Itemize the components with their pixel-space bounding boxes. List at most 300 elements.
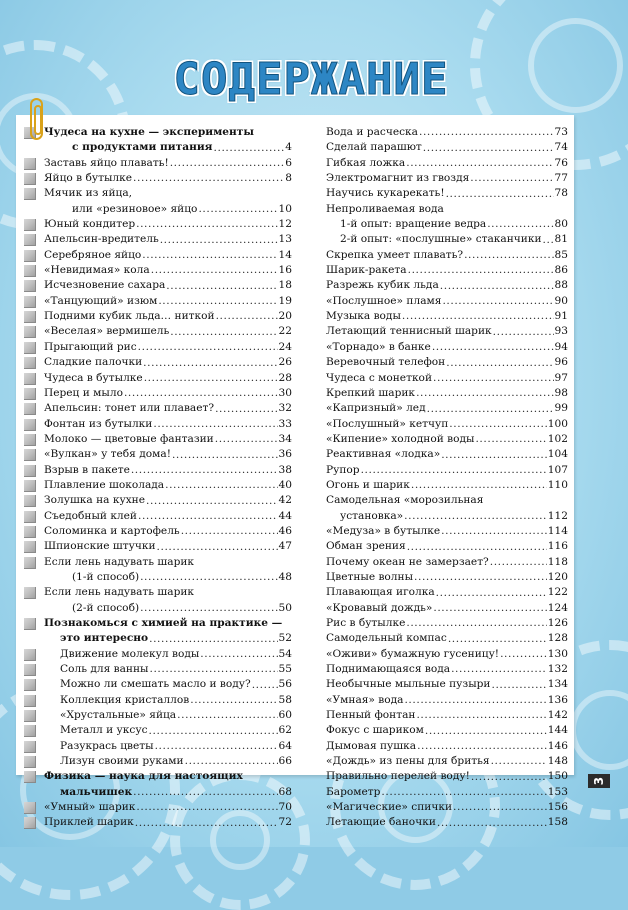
dot-leader (500, 647, 547, 662)
toc-entry (326, 278, 568, 293)
toc-entry (326, 585, 568, 600)
toc-entry (326, 417, 568, 432)
dot-leader (491, 754, 547, 769)
toc-entry-title: «Веселая» вермишель (44, 325, 170, 338)
dot-leader (425, 723, 547, 738)
dot-leader (441, 524, 547, 539)
toc-entry-page: 122 (547, 586, 568, 599)
dot-leader (185, 754, 278, 769)
toc-entry-page: 134 (547, 678, 568, 691)
dot-leader (441, 447, 547, 462)
toc-entry-page: 55 (278, 663, 292, 676)
toc-entry-title: Почему океан не замерзает? (326, 555, 489, 568)
dot-leader (140, 601, 277, 616)
toc-entry-page: 148 (547, 755, 568, 768)
toc-entry-title: Золушка на кухне (44, 494, 145, 507)
toc-entry-page: 32 (278, 402, 292, 415)
toc-entry-title: Молоко — цветовые фантазии (44, 432, 214, 445)
toc-entry-page: 12 (278, 218, 292, 231)
toc-entry (24, 662, 292, 677)
toc-entry-title: «Кровавый дождь» (326, 601, 433, 614)
toc-entry-title: это интересно (60, 632, 149, 645)
toc-entry-page: 96 (554, 356, 568, 369)
toc-entry-page: 114 (547, 524, 568, 537)
toc-entry (326, 294, 568, 309)
toc-entry-title: Мячик из яйца, (44, 187, 133, 200)
toc-entry-page: 102 (547, 432, 568, 445)
toc-entry (326, 647, 568, 662)
toc-entry-title: «Невидимая» кола (44, 264, 150, 277)
toc-entry-title: «Послушный» кетчуп (326, 417, 449, 430)
toc-entry (24, 585, 292, 600)
toc-entry-page: 22 (278, 325, 292, 338)
toc-entry (326, 739, 568, 754)
toc-entry (326, 355, 568, 370)
dot-leader (170, 324, 277, 339)
toc-entry-title: Самодельный компас (326, 632, 447, 645)
toc-entry-title: Плавление шоколада (44, 478, 165, 491)
toc-entry-page: 68 (278, 785, 292, 798)
toc-entry (326, 800, 568, 815)
toc-entry (24, 386, 292, 401)
toc-entry (24, 631, 292, 646)
toc-entry-title: «Дождь» из пены для бритья (326, 755, 490, 768)
toc-entry-title: Шпионские штучки (44, 540, 156, 553)
toc-entry-title: мальчишек (60, 785, 133, 798)
toc-entry (326, 386, 568, 401)
toc-entry-page: 10 (278, 202, 292, 215)
dot-leader (433, 371, 554, 386)
toc-entry-page: 19 (278, 294, 292, 307)
toc-entry (326, 769, 568, 784)
toc-entry-title: Металл и уксус (60, 724, 148, 737)
toc-entry (24, 309, 292, 324)
dot-leader (446, 355, 553, 370)
toc-entry-page: 6 (285, 156, 292, 169)
toc-entry-title: (1-й способ) (72, 570, 140, 583)
toc-entry-title: Самодельная «морозильная (326, 494, 484, 507)
toc-entry-page: 73 (554, 126, 568, 138)
dot-leader (470, 171, 553, 186)
dot-leader (136, 800, 277, 815)
toc-entry-title: Шарик-ракета (326, 264, 407, 277)
toc-entry-page: 46 (278, 524, 292, 537)
toc-entry-title: «Оживи» бумажную гусеницу! (326, 647, 500, 660)
toc-entry (24, 677, 292, 692)
toc-entry (326, 125, 568, 140)
toc-entry-page: 146 (547, 739, 568, 752)
toc-entry-title: установка» (340, 509, 404, 522)
dot-leader (133, 785, 277, 800)
toc-entry-title: или «резиновое» яйцо (72, 202, 198, 215)
toc-entry (326, 432, 568, 447)
toc-entry-page: 93 (554, 325, 568, 338)
page-number: 3 (588, 774, 610, 788)
toc-entry-title: Перец и мыло (44, 386, 123, 399)
toc-entry (24, 432, 292, 447)
toc-entry-title: Вода и расческа (326, 126, 418, 138)
dot-leader (190, 693, 277, 708)
dot-leader (432, 340, 554, 355)
dot-leader (490, 555, 547, 570)
toc-entry-page: 54 (278, 647, 292, 660)
dot-leader (449, 417, 546, 432)
dot-leader (157, 539, 278, 554)
toc-entry-title: Необычные мыльные пузыри (326, 678, 491, 691)
toc-entry (24, 202, 292, 217)
dot-leader (138, 340, 278, 355)
toc-entry-page: 91 (554, 310, 568, 323)
dot-leader (464, 248, 553, 263)
toc-entry (326, 616, 568, 631)
toc-entry-title: Скрепка умеет плавать? (326, 248, 464, 261)
dot-leader (543, 232, 554, 247)
dot-leader (149, 723, 278, 738)
toc-entry-title: Непроливаемая вода (326, 202, 444, 215)
toc-entry-title: Барометр (326, 785, 381, 798)
toc-entry-title: Веревочный телефон (326, 356, 446, 369)
toc-entry-page: 94 (554, 340, 568, 353)
toc-entry (326, 263, 568, 278)
toc-entry-page: 130 (547, 647, 568, 660)
toc-entry-page: 52 (278, 632, 292, 645)
toc-entry-page: 77 (554, 172, 568, 185)
toc-entry-page: 158 (547, 816, 568, 829)
toc-entry (24, 493, 292, 508)
dot-leader (153, 417, 277, 432)
toc-entry-title: Цветные волны (326, 570, 414, 583)
dot-leader (491, 677, 546, 692)
toc-entry-title: Можно ли смешать масло и воду? (60, 678, 251, 691)
toc-entry-title: Апельсин: тонет или плавает? (44, 402, 215, 415)
toc-entry-page: 47 (278, 540, 292, 553)
dot-leader (407, 539, 547, 554)
toc-entry (24, 769, 292, 784)
toc-entry (326, 723, 568, 738)
dot-leader (216, 309, 278, 324)
dot-leader (177, 708, 277, 723)
toc-entry-title: Фокус с шариком (326, 724, 424, 737)
toc-entry-title: Плавающая иголка (326, 586, 435, 599)
toc-entry (326, 524, 568, 539)
toc-entry (326, 309, 568, 324)
dot-leader (215, 432, 278, 447)
dot-leader (404, 509, 547, 524)
toc-entry-title: Сладкие палочки (44, 356, 143, 369)
toc-entry-page: 40 (278, 478, 292, 491)
toc-entry-page: 74 (554, 141, 568, 154)
toc-entry-page: 33 (278, 417, 292, 430)
toc-entry (326, 601, 568, 616)
toc-entry-title: «Медуза» в бутылке (326, 524, 441, 537)
toc-entry-page: 18 (278, 279, 292, 292)
toc-entry (24, 555, 292, 570)
toc-entry (24, 723, 292, 738)
dot-leader (215, 401, 277, 416)
toc-entry (24, 524, 292, 539)
toc-entry-page: 60 (278, 709, 292, 722)
toc-entry-title: «Хрустальные» яйца (60, 709, 177, 722)
toc-entry-title: Физика — наука для настоящих (44, 770, 243, 783)
toc-entry-page: 36 (278, 448, 292, 461)
dot-leader (471, 769, 547, 784)
toc-entry-title: Исчезновение сахара (44, 279, 166, 292)
toc-entry-title: Пенный фонтан (326, 709, 416, 722)
toc-entry-title: Соломинка и картофель (44, 524, 180, 537)
toc-entry-title: Научись кукарекать! (326, 187, 445, 200)
dot-leader (423, 140, 554, 155)
dot-leader (404, 693, 546, 708)
toc-entry-page: 118 (547, 555, 568, 568)
toc-entry (326, 248, 568, 263)
toc-entry (326, 493, 568, 508)
toc-entry-page: 100 (547, 417, 568, 430)
toc-entry-title: Правильно перелей воду! (326, 770, 470, 783)
toc-entry-page: 8 (285, 172, 292, 185)
toc-entry-page: 72 (278, 816, 292, 829)
toc-entry-page: 97 (554, 371, 568, 384)
toc-entry-title: «Вулкан» у тебя дома! (44, 448, 171, 461)
toc-entry-title: Рис в бутылке (326, 617, 406, 629)
toc-entry-title: Движение молекул воды (60, 647, 200, 660)
dot-leader (142, 248, 277, 263)
toc-entry (24, 294, 292, 309)
toc-entry-title: Лизун своими руками (60, 755, 184, 768)
toc-entry (24, 601, 292, 616)
toc-entry-page: 64 (278, 739, 292, 752)
toc-entry-page: 144 (547, 724, 568, 737)
toc-entry (326, 570, 568, 585)
toc-entry (326, 340, 568, 355)
toc-entry (326, 217, 568, 232)
toc-right-column (326, 125, 568, 831)
dot-leader (453, 800, 547, 815)
toc-entry-page: 81 (554, 233, 568, 246)
toc-entry-page: 13 (278, 233, 292, 246)
dot-leader (406, 156, 553, 171)
dot-leader (158, 294, 277, 309)
toc-entry-page: 120 (547, 570, 568, 583)
toc-entry-page: 90 (554, 294, 568, 307)
toc-entry (24, 570, 292, 585)
toc-entry-page: 28 (278, 371, 292, 384)
dot-leader (200, 647, 277, 662)
toc-entry (24, 815, 292, 830)
toc-entry-page: 38 (278, 463, 292, 476)
toc-entry (24, 125, 292, 140)
toc-entry-title: Взрыв в пакете (44, 463, 130, 476)
dot-leader (361, 463, 547, 478)
toc-entry-page: 150 (547, 770, 568, 783)
toc-entry-title: Обман зрения (326, 540, 406, 553)
toc-entry (326, 171, 568, 186)
page-title-text: СОДЕРЖАНИЕ (173, 54, 449, 105)
dot-leader (133, 171, 284, 186)
toc-entry-title: Музыка воды (326, 310, 401, 323)
toc-entry-title: Крепкий шарик (326, 386, 416, 399)
dot-leader (448, 631, 547, 646)
toc-entry-page: 62 (278, 724, 292, 737)
dot-leader (417, 739, 547, 754)
toc-entry-title: Приклей шарик (44, 816, 134, 829)
dot-leader (411, 478, 547, 493)
toc-entry-title: Юный кондитер (44, 218, 136, 231)
dot-leader (181, 524, 278, 539)
dot-leader (252, 677, 278, 692)
toc-entry-page: 107 (547, 463, 568, 476)
toc-entry-title: с продуктами питания (72, 141, 213, 154)
dot-leader (416, 708, 546, 723)
toc-entry-title: «Умный» шарик (44, 801, 136, 814)
dot-leader (150, 662, 278, 677)
toc-entry (24, 340, 292, 355)
toc-entry (326, 662, 568, 677)
toc-entry (24, 647, 292, 662)
toc-entry (326, 202, 568, 217)
toc-entry-title: Подними кубик льда… ниткой (44, 310, 215, 323)
toc-entry-title: Дымовая пушка (326, 739, 417, 752)
toc-entry (326, 815, 568, 830)
toc-entry-page: 42 (278, 494, 292, 507)
dot-leader (136, 217, 277, 232)
dot-leader (166, 278, 277, 293)
toc-entry-page: 66 (278, 755, 292, 768)
toc-entry-title: «Магические» спички (326, 801, 453, 814)
toc-entry-title: Разукрась цветы (60, 739, 154, 752)
toc-entry-title: «Капризный» лед (326, 402, 426, 415)
toc-entry-title: Сделай парашют (326, 141, 422, 154)
toc-entry-title: Соль для ванны (60, 663, 149, 676)
page-title (158, 54, 464, 106)
dot-leader (493, 324, 554, 339)
toc-entry (24, 539, 292, 554)
dot-leader (172, 447, 278, 462)
dot-leader (214, 140, 285, 155)
toc-entry-title: Апельсин-вредитель (44, 233, 159, 246)
toc-entry-title: Поднимающаяся вода (326, 663, 451, 676)
toc-entry-title: «Послушное» пламя (326, 294, 442, 307)
toc-entry-title: Прыгающий рис (44, 340, 137, 353)
dot-leader (138, 509, 278, 524)
toc-entry (24, 232, 292, 247)
toc-entry-title: «Умная» вода (326, 693, 404, 706)
toc-entry (326, 631, 568, 646)
toc-entry (24, 355, 292, 370)
toc-entry-page: 128 (547, 632, 568, 645)
toc-entry (24, 739, 292, 754)
dot-leader (381, 785, 546, 800)
toc-entry-page: 98 (554, 386, 568, 399)
toc-entry (326, 371, 568, 386)
toc-entry-page: 48 (278, 570, 292, 583)
toc-entry-page: 16 (278, 264, 292, 277)
toc-entry (24, 217, 292, 232)
toc-entry-page: 14 (278, 248, 292, 261)
toc-entry (326, 693, 568, 708)
paperclip-icon (30, 98, 43, 140)
toc-entry-page: 50 (278, 601, 292, 614)
toc-left-column (24, 125, 292, 831)
toc-entry-title: Чудеса с монеткой (326, 371, 432, 384)
toc-entry (24, 708, 292, 723)
toc-entry (326, 401, 568, 416)
toc-entry-page: 88 (554, 279, 568, 292)
toc-entry-title: 1-й опыт: вращение ведра (340, 218, 487, 231)
toc-entry-page: 153 (547, 785, 568, 798)
toc-entry-page: 132 (547, 663, 568, 676)
dot-leader (442, 294, 553, 309)
dot-leader (433, 601, 546, 616)
toc-entry-page: 104 (547, 448, 568, 461)
toc-entry-title: Реактивная «лодка» (326, 448, 441, 461)
dot-leader (440, 278, 554, 293)
toc-entry-page: 76 (554, 156, 568, 169)
toc-entry-title: Коллекция кристаллов (60, 693, 190, 706)
toc-entry (326, 785, 568, 800)
toc-entry-title: 2-й опыт: «послушные» стаканчики (340, 233, 542, 246)
dot-leader (437, 815, 547, 830)
dot-leader (446, 186, 554, 201)
toc-entry (24, 263, 292, 278)
toc-entry-page: 4 (285, 141, 292, 154)
toc-entry-page: 110 (547, 478, 568, 491)
toc-entry (326, 232, 568, 247)
toc-entry (24, 156, 292, 171)
dot-leader (419, 125, 554, 140)
toc-entry (326, 555, 568, 570)
toc-entry (24, 616, 292, 631)
dot-leader (402, 309, 554, 324)
dot-leader (198, 202, 277, 217)
dot-leader (143, 355, 277, 370)
toc-entry (24, 324, 292, 339)
toc-entry-page: 86 (554, 264, 568, 277)
toc-entry-page: 34 (278, 432, 292, 445)
toc-entry (326, 708, 568, 723)
toc-entry-page: 70 (278, 801, 292, 814)
toc-entry (326, 447, 568, 462)
toc-entry (326, 156, 568, 171)
toc-entry-page: 26 (278, 356, 292, 369)
toc-entry-title: Электромагнит из гвоздя (326, 172, 470, 185)
toc-entry-page: 58 (278, 693, 292, 706)
toc-entry-page: 156 (547, 801, 568, 814)
dot-leader (144, 371, 278, 386)
dot-leader (406, 616, 546, 631)
toc-entry-page: 126 (547, 617, 568, 629)
toc-entry-page: 44 (278, 509, 292, 522)
toc-entry (24, 140, 292, 155)
toc-entry-title: Яйцо в бутылке (44, 172, 133, 185)
toc-entry-page: 124 (547, 601, 568, 614)
toc-entry-page: 99 (554, 402, 568, 415)
dot-leader (416, 386, 553, 401)
toc-entry (24, 248, 292, 263)
toc-entry (24, 800, 292, 815)
toc-entry-page: 112 (547, 509, 568, 522)
toc-entry-title: (2-й способ) (72, 601, 140, 614)
toc-entry-title: Серебряное яйцо (44, 248, 142, 261)
toc-entry-page: 85 (554, 248, 568, 261)
toc-entry (326, 324, 568, 339)
toc-entry (326, 539, 568, 554)
toc-entry (24, 447, 292, 462)
toc-entry-title: Чудеса на кухне — эксперименты (44, 126, 254, 138)
toc-entry-title: Заставь яйцо плавать! (44, 156, 169, 169)
toc-entry-page: 24 (278, 340, 292, 353)
toc-entry (326, 509, 568, 524)
toc-entry (326, 186, 568, 201)
